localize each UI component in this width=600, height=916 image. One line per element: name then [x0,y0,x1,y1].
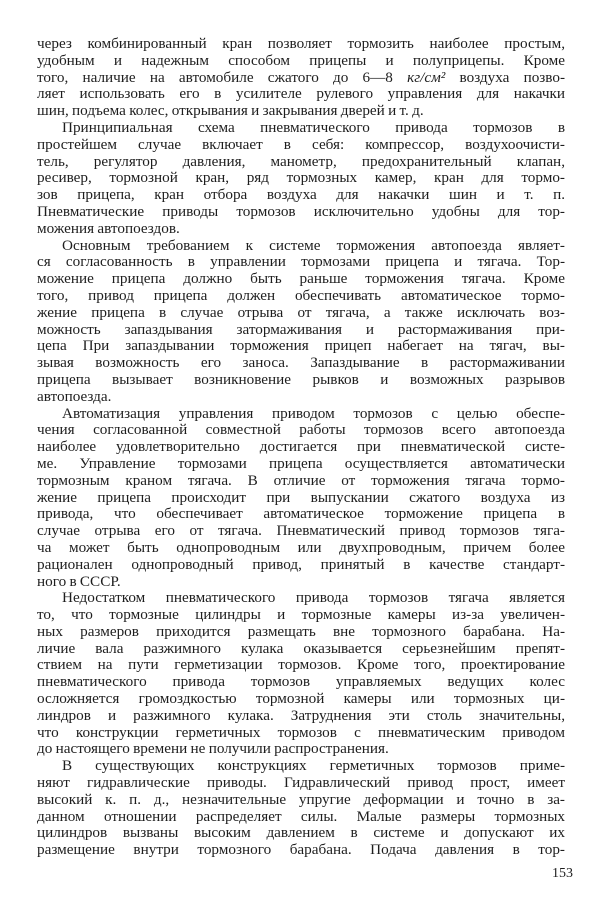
text-line: удобным и надежным способом прицепы и полуприцепы. Кроме [37,51,565,69]
text-line: автопоезда. [37,387,112,405]
paragraph [37,36,565,120]
text-line: няют гидравлические приводы. Гидравлический привод прост, имеет [37,774,565,792]
paragraph [37,238,565,406]
text-line: ча может быть однопроводным или двухпроводным, причем более [37,538,565,556]
text-line: ствием на пути герметизации тормозов. Кроме того, проектирование [37,656,565,674]
text-line: цилиндров вызваны высоким давлением в системе и допускают их [37,824,565,842]
text-line: того, привод прицепа должен обеспечивать автоматическое тормо- [37,286,565,304]
text-line: ресивер, тормозной кран, ряд тормозных камер, кран для тормо- [37,169,565,187]
text-fragment: того, наличие на автомобиле сжатого до 6—8 [37,68,408,86]
text-line: прицепа вызывает возникновение рывков и возможных разрывов [37,370,565,388]
unit-text: кг/см² [407,68,446,86]
text-line: что конструкции герметичных тормозов с пневматическим приводом [37,723,565,741]
text-line: тормозным краном тягача. В отличие от торможения тягача тормо- [37,471,565,489]
text-line: можения автопоездов. [37,219,180,237]
text-line: рационален однопроводный привод, принятый в качестве стандарт- [37,555,565,573]
text-line: ляет использовать его в усилителе рулевого управления для накачки [37,85,565,103]
paragraph [37,120,565,238]
text-line: случае отрыва его от тягача. Пневматический привод тормозов тяга- [37,522,565,540]
text-line: размещение внутри тормозного барабана. Подача давления в тор- [37,841,565,859]
paragraph [37,758,565,859]
text-line: ного в СССР. [37,572,121,590]
text-line: Недостатком пневматического привода тормозов тягача является [62,589,565,607]
text-line: ме. Управление тормозами прицепа осуществляется автоматически [37,454,565,472]
text-line: высокий к. п. д., незначительные упругие деформации и точно в за- [37,790,565,808]
page-number: 153 [552,866,573,881]
text-line: осложняется громоздкостью тормозной камеры или тормозных ци- [37,690,565,708]
text-fragment: воздуха позво- [445,68,566,86]
text-line: можение прицепа должно быть раньше торможения тягача. Кроме [37,270,565,288]
paragraph [37,406,565,591]
text-line: через комбинированный кран позволяет тормозить наиболее простым, [37,35,565,52]
text-line: Основным требованием к системе торможения автопоезда являет- [62,236,565,254]
text-line: шин, подъема колес, открывания и закрывания дверей и т. д. [37,102,424,120]
text-line: линдров и разжимного кулака. Затруднения эти столь значительны, [37,706,565,724]
text-line: ных размеров приходится размещать вне тормозного барабана. На- [37,622,565,640]
text-line: до настоящего времени не получили распространения. [37,740,389,758]
text-line: тель, регулятор давления, манометр, предохранительный клапан, [37,152,565,170]
text-line: данном отношении распределяет силы. Малые размеры тормозных [37,807,565,825]
text-line: чения согласованной совместной работы тормозов всего автопоезда [37,421,565,439]
page-body-text [37,36,565,859]
paragraph [37,590,565,758]
text-line: Пневматические приводы тормозов исключительно удобны для тор- [37,202,565,220]
text-line: зов прицепа, кран отбора воздуха для накачки шин и т. п. [37,186,565,204]
text-line: жение прицепа в случае отрыва от тягача, а также исключать воз- [37,303,565,321]
text-line: личие вала разжимного кулака оказывается серьезнейшим препят- [37,639,565,657]
text-line: цепа При запаздывании торможения прицеп набегает на тягач, вы- [37,337,565,355]
text-line: то, что тормозные цилиндры и тормозные камеры из-за увеличен- [37,606,565,624]
text-line: привода, что обеспечивает автоматическое торможение прицепа в [37,505,565,523]
text-line: зывая возможность его заноса. Запаздывание в растормаживании [37,354,565,372]
text-line: ся согласованность в управлении тормозами прицепа и тягача. Тор- [37,253,565,271]
text-line: Автоматизация управления приводом тормозов с целью обеспе- [62,404,565,422]
text-line: наиболее удовлетворительно достигается при пневматической систе- [37,438,565,456]
text-line: простейшем случае включает в себя: компрессор, воздухоочисти- [37,135,565,153]
text-line: пневматического привода тормозов управляемых ведущих колес [37,673,565,691]
text-line: Принципиальная схема пневматического привода тормозов в [62,118,565,136]
text-line: жение прицепа происходит при выпускании сжатого воздуха из [37,488,565,506]
text-line: можность запаздывания затормаживания и растормаживания при- [37,320,565,338]
text-line: В существующих конструкциях герметичных тормозов приме- [62,757,565,775]
text-line [37,70,565,87]
